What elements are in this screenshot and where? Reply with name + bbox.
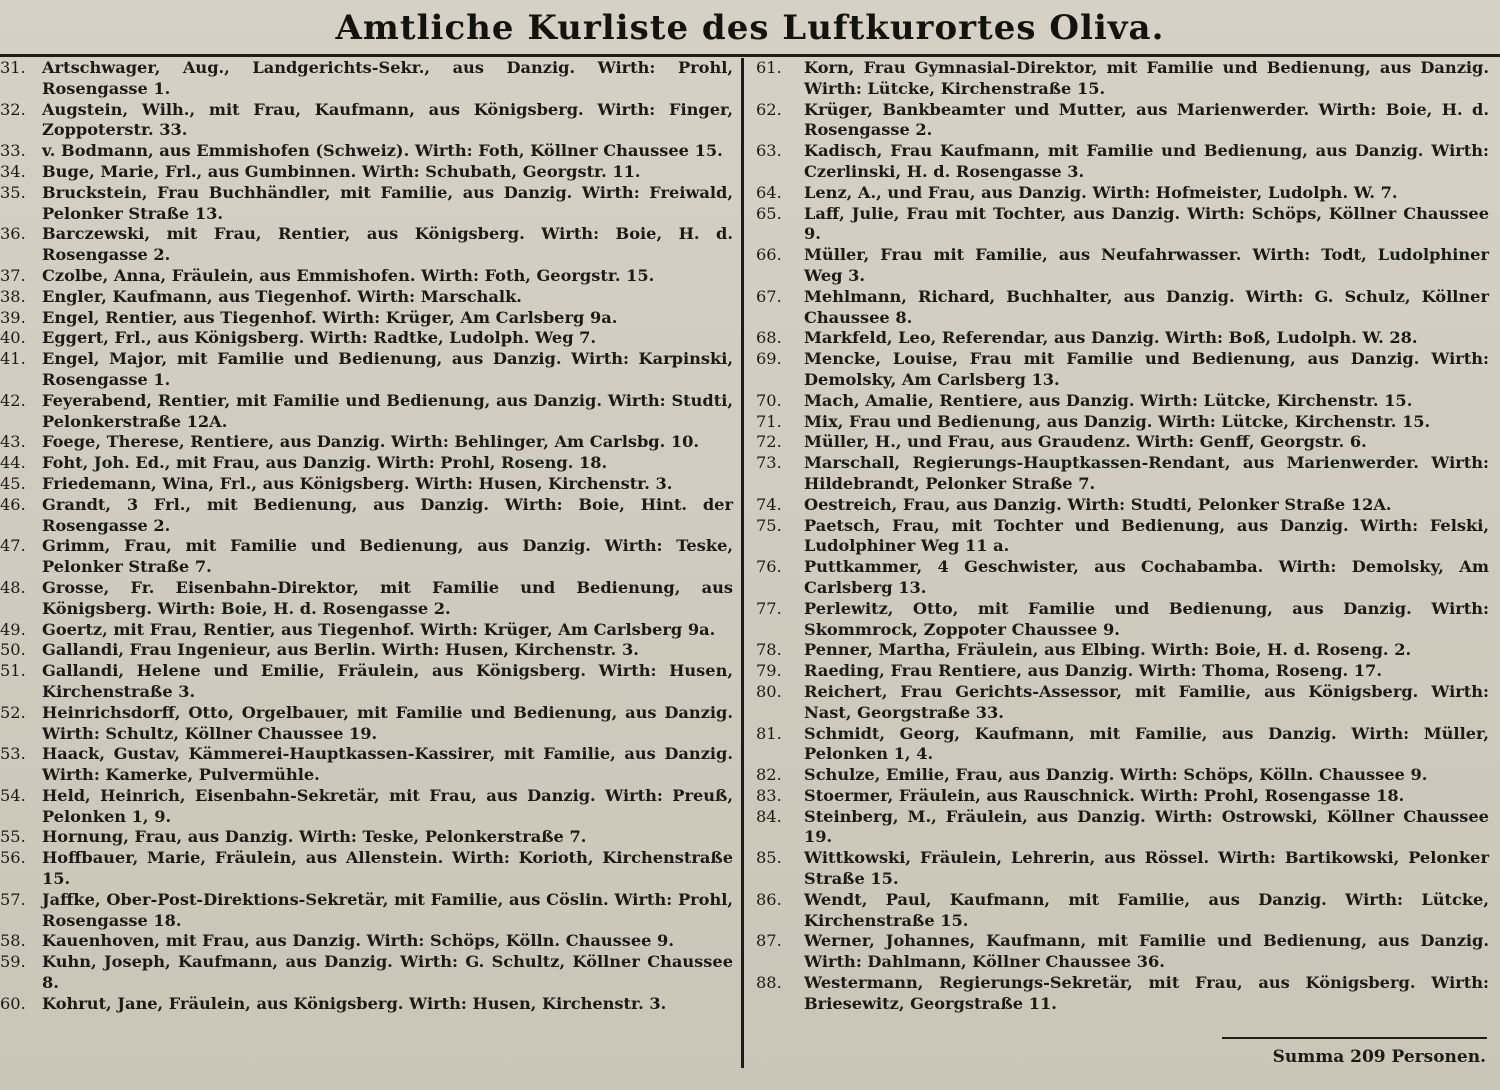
entry-number: 63. [756, 141, 782, 161]
guest-entry [0, 620, 735, 641]
entry-number: 77. [756, 598, 782, 618]
entry-text: Puttkammer, 4 Geschwister, aus Cochabamba. Wirth: Demolsky, Am Carlsberg 13. [804, 557, 1489, 597]
guest-entry [0, 474, 735, 495]
entry-text: Buge, Marie, Frl., aus Gumbinnen. Wirth: Schubath, Georgstr. 11. [42, 161, 641, 181]
guest-entry [0, 141, 735, 162]
entry-number: 73. [756, 453, 782, 473]
entry-text: Artschwager, Aug., Landgerichts-Sekr., aus Danzig. Wirth: Prohl, Rosengasse 1. [42, 58, 733, 98]
guest-entry [0, 162, 735, 183]
guest-entry [756, 391, 1491, 412]
entry-number: 62. [756, 99, 782, 119]
entry-text: v. Bodmann, aus Emmishofen (Schweiz). Wirth: Foth, Köllner Chaussee 15. [42, 141, 723, 161]
entry-number: 51. [0, 661, 26, 681]
entry-number: 54. [0, 785, 26, 805]
entry-text: Augstein, Wilh., mit Frau, Kaufmann, aus Königsberg. Wirth: Finger, Zoppoterstr. 33. [42, 99, 733, 140]
guest-entry [756, 432, 1491, 453]
guest-entry [0, 827, 735, 848]
guest-entry [756, 661, 1491, 682]
guest-entry [0, 994, 735, 1015]
entry-number: 34. [0, 161, 26, 181]
guest-entry [756, 453, 1491, 495]
entry-text: Westermann, Regierungs-Sekretär, mit Frau, aus Königsberg. Wirth: Briesewitz, Georgstraße 11. [804, 973, 1489, 1013]
entry-text: Mix, Frau und Bedienung, aus Danzig. Wirth: Lütcke, Kirchenstr. 15. [804, 411, 1431, 431]
entry-number: 55. [0, 827, 26, 847]
entry-number: 58. [0, 931, 26, 951]
entry-number: 68. [756, 328, 782, 348]
entry-number: 69. [756, 349, 782, 369]
entry-number: 45. [0, 473, 26, 493]
entry-text: Wendt, Paul, Kaufmann, mit Familie, aus Danzig. Wirth: Lütcke, Kirchenstraße 15. [804, 889, 1489, 930]
guest-entry [756, 682, 1491, 724]
entry-number: 42. [0, 390, 26, 410]
left-column [0, 58, 735, 1015]
guest-entry [0, 349, 735, 391]
entry-text: Goertz, mit Frau, Rentier, aus Tiegenhof. Wirth: Krüger, Am Carlsberg 9a. [42, 619, 716, 639]
entry-number: 74. [756, 494, 782, 514]
guest-entry [756, 349, 1491, 391]
guest-entry [756, 100, 1491, 142]
entry-text: Korn, Frau Gymnasial-Direktor, mit Familie und Bedienung, aus Danzig. Wirth: Lütcke, Kirchenstraße 15. [804, 58, 1489, 98]
guest-entry [756, 245, 1491, 287]
guest-entry [756, 141, 1491, 183]
entry-number: 41. [0, 349, 26, 369]
entry-number: 43. [0, 432, 26, 452]
guest-entry [0, 266, 735, 287]
entry-number: 72. [756, 432, 782, 452]
summa-rule [1222, 1037, 1487, 1039]
guest-entry [0, 183, 735, 225]
entry-number: 53. [0, 744, 26, 764]
entry-number: 86. [756, 889, 782, 909]
entry-text: Schulze, Emilie, Frau, aus Danzig. Wirth: Schöps, Kölln. Chaussee 9. [804, 765, 1428, 785]
entry-number: 47. [0, 536, 26, 556]
guest-entry [756, 765, 1491, 786]
entry-number: 50. [0, 640, 26, 660]
entry-number: 79. [756, 661, 782, 681]
entry-number: 39. [0, 307, 26, 327]
entry-text: Kuhn, Joseph, Kaufmann, aus Danzig. Wirth: G. Schultz, Köllner Chaussee 8. [42, 952, 733, 993]
page-title: Amtliche Kurliste des Luftkurortes Oliva. [335, 8, 1165, 48]
entry-number: 48. [0, 577, 26, 597]
entry-text: Raeding, Frau Rentiere, aus Danzig. Wirth: Thoma, Roseng. 17. [804, 661, 1382, 681]
guest-entry [756, 786, 1491, 807]
guest-entry [0, 391, 735, 433]
entry-text: Grosse, Fr. Eisenbahn-Direktor, mit Familie und Bedienung, aus Königsberg. Wirth: Boie, H. d. Rosengasse 2. [42, 577, 733, 618]
guest-entry [0, 287, 735, 308]
guest-entry [0, 224, 735, 266]
guest-entry [756, 973, 1491, 1015]
entry-text: Friedemann, Wina, Frl., aus Königsberg. Wirth: Husen, Kirchenstr. 3. [42, 473, 673, 493]
guest-entry [0, 786, 735, 828]
entry-text: Wittkowski, Fräulein, Lehrerin, aus Rössel. Wirth: Bartikowski, Pelonker Straße 15. [804, 848, 1489, 889]
guest-entry [756, 204, 1491, 246]
entry-text: Markfeld, Leo, Referendar, aus Danzig. Wirth: Boß, Ludolph. W. 28. [804, 328, 1418, 348]
entry-text: Krüger, Bankbeamter und Mutter, aus Marienwerder. Wirth: Boie, H. d. Rosengasse 2. [804, 99, 1489, 140]
guest-entry [0, 453, 735, 474]
entry-text: Mach, Amalie, Rentiere, aus Danzig. Wirth: Lütcke, Kirchenstr. 15. [804, 390, 1413, 410]
entry-text: Schmidt, Georg, Kaufmann, mit Familie, aus Danzig. Wirth: Müller, Pelonken 1, 4. [804, 723, 1489, 764]
guest-entry [0, 578, 735, 620]
entry-text: Grimm, Frau, mit Familie und Bedienung, aus Danzig. Wirth: Teske, Pelonker Straße 7. [42, 536, 733, 577]
entry-text: Foege, Therese, Rentiere, aus Danzig. Wirth: Behlinger, Am Carlsbg. 10. [42, 432, 700, 452]
guest-entry [0, 432, 735, 453]
guest-entry [756, 412, 1491, 433]
entry-number: 46. [0, 494, 26, 514]
entry-number: 31. [0, 58, 26, 77]
entry-number: 64. [756, 182, 782, 202]
entry-text: Mehlmann, Richard, Buchhalter, aus Danzig. Wirth: G. Schulz, Köllner Chaussee 8. [804, 286, 1489, 327]
guest-entry [0, 308, 735, 329]
entry-text: Hoffbauer, Marie, Fräulein, aus Allenstein. Wirth: Korioth, Kirchenstraße 15. [42, 848, 733, 889]
entry-text: Eggert, Frl., aus Königsberg. Wirth: Radtke, Ludolph. Weg 7. [42, 328, 597, 348]
guest-entry [756, 287, 1491, 329]
entry-number: 71. [756, 411, 782, 431]
entry-number: 49. [0, 619, 26, 639]
entry-text: Perlewitz, Otto, mit Familie und Bedienung, aus Danzig. Wirth: Skommrock, Zoppoter Chaussee 9. [804, 598, 1489, 639]
entry-number: 36. [0, 224, 26, 244]
guest-entry [756, 807, 1491, 849]
entry-number: 59. [0, 952, 26, 972]
guest-entry [0, 931, 735, 952]
entry-number: 32. [0, 99, 26, 119]
guest-entry [0, 661, 735, 703]
entry-text: Bruckstein, Frau Buchhändler, mit Familie, aus Danzig. Wirth: Freiwald, Pelonker Straße 13. [42, 182, 733, 223]
guest-entry [0, 848, 735, 890]
entry-text: Engel, Major, mit Familie und Bedienung, aus Danzig. Wirth: Karpinski, Rosengasse 1. [42, 349, 733, 389]
entry-text: Lenz, A., und Frau, aus Danzig. Wirth: Hofmeister, Ludolph. W. 7. [804, 182, 1398, 202]
guest-entry [0, 100, 735, 142]
entry-number: 67. [756, 286, 782, 306]
guest-entry [756, 495, 1491, 516]
entry-text: Stoermer, Fräulein, aus Rauschnick. Wirth: Prohl, Rosengasse 18. [804, 785, 1405, 805]
guest-entry [756, 724, 1491, 766]
right-column [756, 58, 1491, 1015]
entry-text: Werner, Johannes, Kaufmann, mit Familie und Bedienung, aus Danzig. Wirth: Dahlmann, Köllner Chaussee 36. [804, 931, 1489, 972]
guest-entry [0, 495, 735, 537]
entry-text: Hornung, Frau, aus Danzig. Wirth: Teske, Pelonkerstraße 7. [42, 827, 587, 847]
entry-text: Feyerabend, Rentier, mit Familie und Bedienung, aus Danzig. Wirth: Studti, Pelonkerstraße 12A. [42, 390, 733, 431]
entry-number: 38. [0, 286, 26, 306]
entry-text: Gallandi, Helene und Emilie, Fräulein, aus Königsberg. Wirth: Husen, Kirchenstraße 3. [42, 661, 733, 701]
entry-text: Czolbe, Anna, Fräulein, aus Emmishofen. Wirth: Foth, Georgstr. 15. [42, 265, 655, 285]
entry-text: Steinberg, M., Fräulein, aus Danzig. Wirth: Ostrowski, Köllner Chaussee 19. [804, 806, 1489, 847]
entry-text: Müller, H., und Frau, aus Graudenz. Wirth: Genff, Georgstr. 6. [804, 432, 1367, 452]
entry-text: Müller, Frau mit Familie, aus Neufahrwasser. Wirth: Todt, Ludolphiner Weg 3. [804, 245, 1489, 285]
guest-entry [0, 952, 735, 994]
entry-number: 44. [0, 453, 26, 473]
title-rule [0, 54, 1500, 57]
entry-number: 52. [0, 702, 26, 722]
entry-number: 33. [0, 141, 26, 161]
guest-entry [0, 328, 735, 349]
guest-entry [0, 890, 735, 932]
entry-number: 76. [756, 557, 782, 577]
entry-text: Haack, Gustav, Kämmerei-Hauptkassen-Kassirer, mit Familie, aus Danzig. Wirth: Kamerke, Pulvermühle. [42, 744, 733, 785]
entry-number: 56. [0, 848, 26, 868]
entry-text: Kohrut, Jane, Fräulein, aus Königsberg. Wirth: Husen, Kirchenstr. 3. [42, 993, 667, 1013]
entry-text: Grandt, 3 Frl., mit Bedienung, aus Danzig. Wirth: Boie, Hint. der Rosengasse 2. [42, 494, 733, 535]
guest-entry [756, 931, 1491, 973]
entry-text: Laff, Julie, Frau mit Tochter, aus Danzig. Wirth: Schöps, Köllner Chaussee 9. [804, 203, 1489, 244]
guest-entry [756, 58, 1491, 100]
guest-entry [0, 536, 735, 578]
guest-entry [0, 703, 735, 745]
entry-number: 88. [756, 973, 782, 993]
entry-number: 83. [756, 785, 782, 805]
entry-text: Paetsch, Frau, mit Tochter und Bedienung, aus Danzig. Wirth: Felski, Ludolphiner Weg 11 a. [804, 515, 1489, 556]
entry-text: Jaffke, Ober-Post-Direktions-Sekretär, mit Familie, aus Cöslin. Wirth: Prohl, Rosengasse 18. [42, 889, 733, 930]
entry-number: 65. [756, 203, 782, 223]
entry-text: Gallandi, Frau Ingenieur, aus Berlin. Wirth: Husen, Kirchenstr. 3. [42, 640, 639, 660]
entry-text: Held, Heinrich, Eisenbahn-Sekretär, mit Frau, aus Danzig. Wirth: Preuß, Pelonken 1, 9. [42, 785, 733, 826]
entry-number: 60. [0, 993, 26, 1013]
guest-entry [756, 640, 1491, 661]
entry-number: 78. [756, 640, 782, 660]
guest-entry [756, 599, 1491, 641]
entry-text: Engel, Rentier, aus Tiegenhof. Wirth: Krüger, Am Carlsberg 9a. [42, 307, 618, 327]
entry-number: 80. [756, 681, 782, 701]
entry-number: 81. [756, 723, 782, 743]
entry-number: 35. [0, 182, 26, 202]
guest-entry [0, 744, 735, 786]
column-divider [741, 58, 744, 1068]
entry-number: 66. [756, 245, 782, 265]
entry-text: Reichert, Frau Gerichts-Assessor, mit Familie, aus Königsberg. Wirth: Nast, Georgstraße 33. [804, 681, 1489, 722]
entry-number: 85. [756, 848, 782, 868]
guest-entry [756, 516, 1491, 558]
entry-number: 61. [756, 58, 782, 77]
guest-entry [756, 890, 1491, 932]
entry-text: Barczewski, mit Frau, Rentier, aus Königsberg. Wirth: Boie, H. d. Rosengasse 2. [42, 224, 733, 265]
entry-text: Kadisch, Frau Kaufmann, mit Familie und Bedienung, aus Danzig. Wirth: Czerlinski, H. d. Rosengasse 3. [804, 141, 1489, 181]
guest-entry [0, 58, 735, 100]
entry-number: 84. [756, 806, 782, 826]
guest-entry [756, 848, 1491, 890]
entry-number: 87. [756, 931, 782, 951]
entry-number: 75. [756, 515, 782, 535]
guest-entry [0, 640, 735, 661]
entry-text: Oestreich, Frau, aus Danzig. Wirth: Studti, Pelonker Straße 12A. [804, 494, 1392, 514]
guest-entry [756, 328, 1491, 349]
entry-number: 57. [0, 889, 26, 909]
entry-number: 37. [0, 265, 26, 285]
entry-number: 82. [756, 765, 782, 785]
entry-text: Foht, Joh. Ed., mit Frau, aus Danzig. Wirth: Prohl, Roseng. 18. [42, 453, 608, 473]
entry-text: Heinrichsdorff, Otto, Orgelbauer, mit Familie und Bedienung, aus Danzig. Wirth: Schultz, Köllner Chaussee 19. [42, 702, 733, 743]
entry-text: Engler, Kaufmann, aus Tiegenhof. Wirth: Marschalk. [42, 286, 522, 306]
entry-text: Mencke, Louise, Frau mit Familie und Bedienung, aus Danzig. Wirth: Demolsky, Am Carlsberg 13. [804, 349, 1489, 389]
entry-text: Kauenhoven, mit Frau, aus Danzig. Wirth: Schöps, Kölln. Chaussee 9. [42, 931, 674, 951]
entry-number: 40. [0, 328, 26, 348]
entry-text: Marschall, Regierungs-Hauptkassen-Rendant, aus Marienwerder. Wirth: Hildebrandt, Pelonker Straße 7. [804, 453, 1489, 493]
entry-number: 70. [756, 390, 782, 410]
guest-entry [756, 557, 1491, 599]
entry-text: Penner, Martha, Fräulein, aus Elbing. Wirth: Boie, H. d. Roseng. 2. [804, 640, 1412, 660]
guest-entry [756, 183, 1491, 204]
summa-total: Summa 209 Personen. [1272, 1047, 1486, 1067]
